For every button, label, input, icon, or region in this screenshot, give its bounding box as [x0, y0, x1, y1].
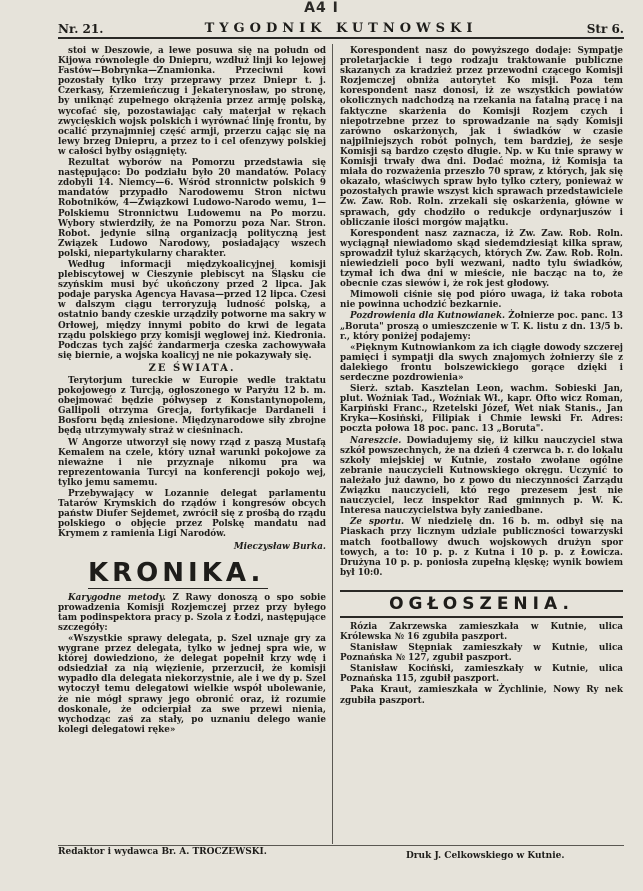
ad-item: Rózia Zakrzewska zamieszkała w Kutnie, ulica Królewska № 16 zgubiła paszport.	[340, 621, 623, 642]
article-paragraph: Przebywający w Lozannie delegat parlamentu Tatarów Krymskich do rządów i kongresów obcych państw Diufer Sejdemet, zwrócił się z prośbą do rządu polskiego o objęcie przez Polskę mandatu nad Krymem z ramienia Ligi Narodów.	[58, 489, 326, 540]
article-paragraph: «Pięknym Kutnowiankom za ich ciągłe dowody szczerej pamięci i sympatji dla swych znajomych żołnierzy śle z dalekiego frontu bolszewickiego gorące dzięki i serdeczne pozdrowienia»	[340, 342, 623, 383]
section-heading-world: ZE ŚWIATA.	[148, 362, 236, 374]
masthead	[58, 19, 624, 39]
kronika-heading: KRONIKA.	[88, 558, 268, 589]
column-divider	[332, 44, 333, 844]
archive-stamp: A4 I	[304, 0, 339, 16]
ads-heading: OGŁOSZENIA.	[340, 590, 623, 618]
article-paragraph: Korespondent nasz zaznacza, iż Zw. Zaw. Rob. Roln. wyciągnął niewiadomo skąd siedemdziesiąt kilka spraw, sprowadził tyluż skarżących, których Zw. Zaw. Rob. Roln. niewiedzieli poco byli wezwani, nadto tylu świadków, tzymał ich dwa dni w mieście, nie bacząc na to, że obecnie czas siewów i, że rok jest głodowy.	[340, 228, 623, 290]
kronika-text: Z Rawy donoszą o spo sobie prowadzenia Komisji Rozjemczej przez przy byłego tam podinspektora pracy p. Szola z Łodzi, następujące szczegóły:	[58, 592, 326, 633]
sport-lead: Ze sportu.	[350, 517, 405, 528]
article-paragraph	[340, 311, 623, 341]
greetings-text: Żołnierze poc. panc. 13 „Boruta" proszą o umieszczenie w T. K. listu z dn. 13/5 b. r., który poniżej podajemy:	[340, 311, 623, 342]
ad-item: Stanisław Kociński, zamieszkały w Kutnie, ulica Poznańska 115, zgubił paszport.	[340, 664, 623, 685]
greetings-lead: Pozdrowienia dla Kutnowianek.	[350, 311, 506, 322]
kronika-lead: Karygodne metody.	[68, 592, 166, 603]
article-paragraph: W Angorze utworzył się nowy rząd z paszą Mustafą Kemalem na czele, który uznał warunki pokojowe za nieważne i nie przyznaje nikomu pra wa reprezentowania Turcyi na konferencji pokojo wej, tylko jemu samemu.	[58, 437, 326, 488]
article-paragraph: Sierż. sztab. Kasztelan Leon, wachm. Sobieski Jan, plut. Woźniak Tad., Woźniak Wł., kapr. Ofto wicz Roman, Karpiński Franc., Rzetelski Józef, Wet niak Stanis., Jan Kryka—Kosiński, Filipiak i Chmie lewski Fr. Adres: poczta połowa 18 poc. panc. 13 „Boruta".	[340, 384, 623, 435]
article-paragraph: Według informacji międzykoalicyjnej komisji plebiscytowej w Cieszynie plebiscyt na Śląsku cie szyńskim musi być ukończony przed 2 lipca. Jak podaje paryska Agencya Havasa—przed 12 lipca. Czesi w dalszym ciągu terroryzują ludność polską, a ostatnio bandy czeskie urządziły potworne ma sakry w Orłowej, między innymi pobito do krwi de legata rządu polskiego przy komisji węglowej inż. Kiedronia. Podczas tych zajść żandarmerja czeska zachowywała się biernie, a wojska koalicyj ne nie pokazywały się.	[58, 259, 326, 361]
article-paragraph: «Wszystkie sprawy delegata, p. Szel uznaje gry za wygrane przez delegata, tylko w jednej spra wie, w której dowiedziono, że delegat popełnił krzy wdę i odsiedział za nią więzienie, przerzucił, że komisji wypadło dla delegata niekorzystnie, ale i we dy p. Szel wytoczył temu delegatowi wielkie współ ubolewanie, że nie mógł sprawy jego obronić oraz, iż rozumie doskonale, że odcierpiał za swe przewi nienia, wychodząc zaś za stały, po uznaniu delego wanie kolegi delegatowi ręke»	[58, 633, 326, 735]
article-paragraph	[340, 436, 623, 517]
article-paragraph	[340, 517, 623, 578]
article-paragraph: Korespondent nasz do powyższego dodaje: Sympatje proletarjackie i tego rodzaju traktowanie publiczne skazanych za kradzież przez przewodni czącego Komisji Rozjemczej obniża autorytet Ko misji. Poza tem korespondent nasz donosi, iż ze wszystkich powiatów okolicznych nadchodzą na rzekania na fatalną pracę i na faktyczne skarżenia do Komisji Rozjem czych i niepotrzebne przez to sprowadzanie na sądy Komisji zarówno oskarżonych, jak i świadków w czasie najpilniejszych robót polnych, tem bardziej, że sesje Komisji są bardzo często długie. Np. w Ku tnie sprawy w Komisji trwały dwa dni. Dodać można, iż Komisja ta miała do rozważenia przeszło 70 spraw, z których, jak się okazało, właściwych spraw było tylko cztery, ponieważ w pozostałych prawie wszyst kich sprawach przedstawiciele Zw. Zaw. Rob. Roln. zrzekali się oskarżenia, główne w sprawach, gdy chodziło o redukcje ordynarjuszów i obliczanie ilości morgów majątku.	[340, 46, 623, 228]
sport-text: W niedzielę dn. 16 b. m. odbył się na Piaskach przy licznym udziale publiczności towarzyski match footballowy dwuch wojskowych drużyn spor towych, a to: 10 p. p. z Kutna i 10 p. p. z Łowicza. Drużyna 10 p. p. poniosła zupełną klęskę; wynik bowiem był 10:0.	[340, 517, 623, 578]
article-paragraph	[58, 593, 326, 633]
teachers-text: Dowiadujemy się, iż kilku nauczyciel stwa szkół powszechnych, że na dzień 4 czerwca b. r. do lokalu szkoły miejskiej w Kutnie, zostało zwołane ogólne zebranie nauczycieli Kutnowskiego okręgu. Uczynić to należało już dawno, bo z powo du nieczynności Zarządu Związku nauczycieli, któ rego prezesem jest nie nauczyciel, lecz inspektor Rad gminnych p. W. K. Interesa nauczycielstwa były zaniedbane.	[340, 435, 623, 517]
right-column	[340, 46, 623, 707]
article-paragraph: Mimowoli ciśnie się pod pióro uwaga, iż taka robota nie powinna uchodzić bezkarnie.	[340, 290, 623, 311]
printer-credit: Druk J. Celkowskiego w Kutnie.	[406, 851, 565, 861]
issue-number: Nr. 21.	[58, 22, 104, 36]
author-signature: Mieczysław Burka.	[233, 541, 326, 552]
article-paragraph: Rezultat wyborów na Pomorzu przedstawia się następująco: Do podziału było 20 mandatów. Polacy zdobyli 14. Niemcy—6. Wśród stronnictw polskich 9 mandatów przypadło Narodowemu Stron nictwu Robotników, 4—Związkowi Ludowo-Narodo wemu, 1—Polskiemu Stronnictwu Ludowemu na Po morzu. Wybory stwierdziły, że na Pomorzu poza Nar. Stron. Robot. jedynie silną organizacją polityczną jest Związek Ludowo Narodowy, posiadający wszech polski, niepartykularny charakter.	[58, 158, 326, 259]
left-column	[58, 46, 326, 736]
ad-item: Stanisław Stępniak zamieszkały w Kutnie, ulica Poznańska № 127, zgubił paszport.	[340, 643, 623, 664]
article-paragraph: stoi w Deszowie, a lewe posuwa się na połudn od Kijowa równolegle do Dniepru, wzdłuż linji ko lejowej Fastów—Bobrynka—Znamionka. Przeciwni kowi pozostały tylko trzy przeprawy przez Dniepr t. j. Czerkasy, Krzemieńczug i Jekaterynosław, po stronę, by uniknąć zupełnego okrążenia przez armję polską, wycofać się, pozostawiając cały materjał w rękach zwycięskich wojsk polskich i wyrównać linję frontu, by ocalić przynajmniej część armji, przerzu cając się na lewy brzeg Dniepru, a przez to i cel ofenzywy polskiej w całości byłby osiągnięty.	[58, 46, 326, 157]
article-paragraph: Terytorjum tureckie w Europie wedle traktatu pokojowego z Turcją, ogłoszonego w Paryżu 12 b. m. obejmować będzie półwysep z Konstantynopolem, Gallipoli otrzyma Grecja, fortyfikacje Dardaneli i Bosforu będą zniesione. Międzynarodowe siły zbrojne będą utrzymywały straż w cieśninach.	[58, 376, 326, 437]
editor-credit: Redaktor i wydawca Br. A. TROCZEWSKI.	[58, 847, 267, 857]
ad-item: Paka Kraut, zamieszkała w Żychlinie, Nowy Ry nek zgubiła paszport.	[340, 685, 623, 706]
teachers-lead: Nareszcie.	[350, 435, 402, 446]
newspaper-title: TYGODNIK KUTNOWSKI	[204, 21, 478, 36]
page-number: Str 6.	[586, 22, 624, 36]
footer-rule	[58, 845, 624, 846]
